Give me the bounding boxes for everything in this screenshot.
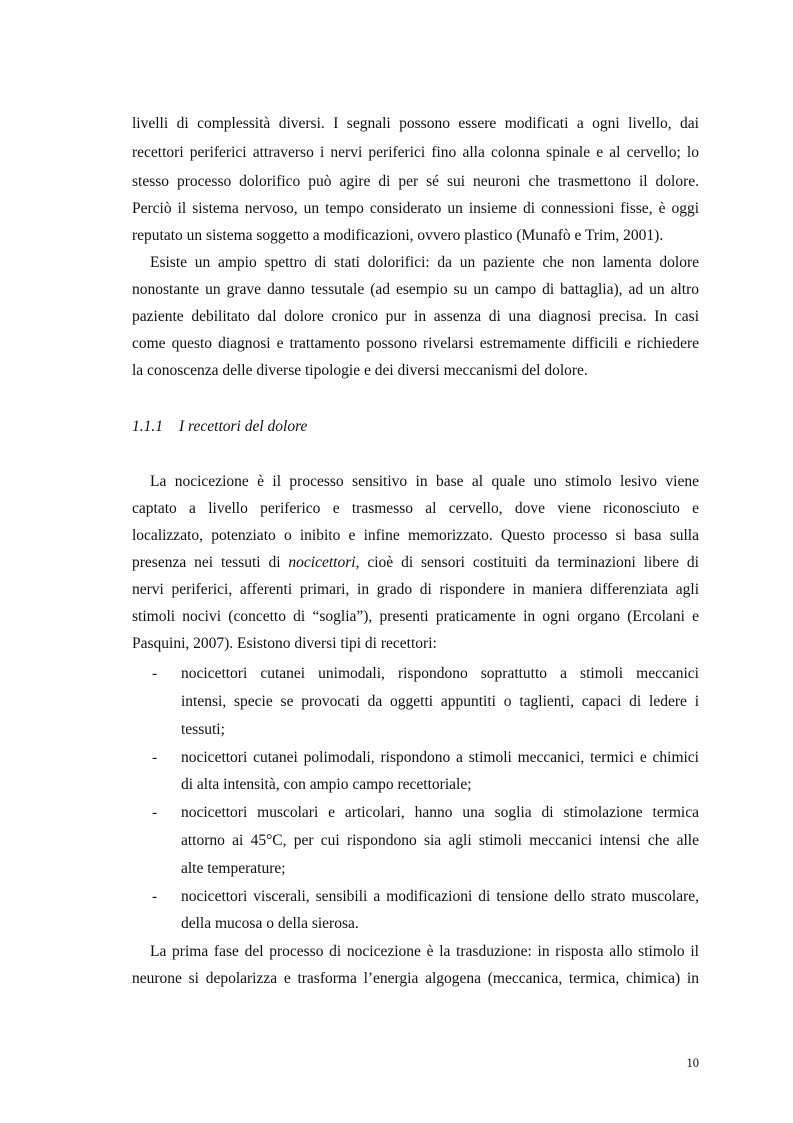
text-line: reputato un sistema soggetto a modificazioni, ovvero plastico (Munafò e Trim, 2001). — [132, 227, 664, 244]
text-line: nocicettori viscerali, sensibili a modificazioni di tensione dello strato muscolare, — [181, 888, 699, 905]
bullet-marker: - — [152, 888, 158, 905]
page-number: 10 — [686, 1056, 699, 1070]
text-line: stimoli nocivi (concetto di “soglia”), presenti praticamente in ogni organo (Ercolani e — [132, 608, 699, 625]
text-line: Pasquini, 2007). Esistono diversi tipi di recettori: — [132, 635, 437, 652]
text-line: intensi, specie se provocati da oggetti appuntiti o taglienti, capaci di ledere i — [181, 693, 699, 710]
text-line: attorno ai 45°C, per cui rispondono sia agli stimoli meccanici intensi che alle — [181, 832, 699, 849]
text-line: captato a livello periferico e trasmesso al cervello, dove viene riconosciuto e — [132, 500, 699, 517]
text-line: neurone si depolarizza e trasforma l’energia algogena (meccanica, termica, chimica) in — [132, 970, 699, 987]
bullet-marker: - — [152, 749, 158, 766]
text-line: nocicettori cutanei polimodali, rispondono a stimoli meccanici, termici e chimici — [181, 749, 699, 766]
bullet-marker: - — [152, 665, 158, 682]
text-line: nervi periferici, afferenti primari, in grado di rispondere in maniera differenziata agli — [132, 581, 699, 598]
text-line: di alta intensità, con ampio campo recettoriale; — [181, 776, 472, 793]
text-line: Esiste un ampio spettro di stati dolorifici: da un paziente che non lamenta dolore — [150, 254, 699, 271]
text-line: paziente debilitato dal dolore cronico pur in assenza di una diagnosi precisa. In casi — [132, 308, 699, 325]
section-heading — [132, 417, 307, 437]
section-number: 1.1.1 — [132, 418, 163, 435]
text-line — [132, 553, 699, 573]
text-line: Perciò il sistema nervoso, un tempo considerato un insieme di connessioni fisse, è oggi — [132, 200, 699, 217]
text-line: stesso processo dolorifico può agire di per sé sui neuroni che trasmettono il dolore. — [132, 173, 699, 190]
text-line: della mucosa o della sierosa. — [181, 915, 359, 932]
text-run: presenza nei tessuti di — [132, 554, 289, 571]
text-line: La prima fase del processo di nocicezione è la trasduzione: in risposta allo stimolo il — [150, 943, 699, 960]
text-line: livelli di complessità diversi. I segnali possono essere modificati a ogni livello, dai — [132, 115, 699, 132]
text-line: nocicettori cutanei unimodali, rispondono soprattutto a stimoli meccanici — [181, 665, 699, 682]
text-line: La nocicezione è il processo sensitivo in base al quale uno stimolo lesivo viene — [150, 473, 699, 490]
text-line: localizzato, potenziato o inibito e infine memorizzato. Questo processo si basa sulla — [132, 527, 699, 544]
text-line: alte temperature; — [181, 860, 286, 877]
text-line: tessuti; — [181, 721, 225, 738]
text-line: nocicettori muscolari e articolari, hanno una soglia di stimolazione termica — [181, 804, 699, 821]
text-line: la conoscenza delle diverse tipologie e dei diversi meccanismi del dolore. — [132, 362, 588, 379]
bullet-marker: - — [152, 804, 158, 821]
emphasized-term: nocicettori — [288, 554, 356, 571]
section-title: I recettori del dolore — [179, 418, 308, 435]
text-line: nonostante un grave danno tessutale (ad esempio su un campo di battaglia), ad un altro — [132, 281, 699, 298]
text-line: come questo diagnosi e trattamento possono rivelarsi estremamente difficili e richiedere — [132, 335, 699, 352]
text-line: recettori periferici attraverso i nervi periferici fino alla colonna spinale e al cervello; lo — [132, 144, 699, 161]
text-run: , cioè di sensori costituiti da terminazioni libere di — [355, 554, 699, 571]
